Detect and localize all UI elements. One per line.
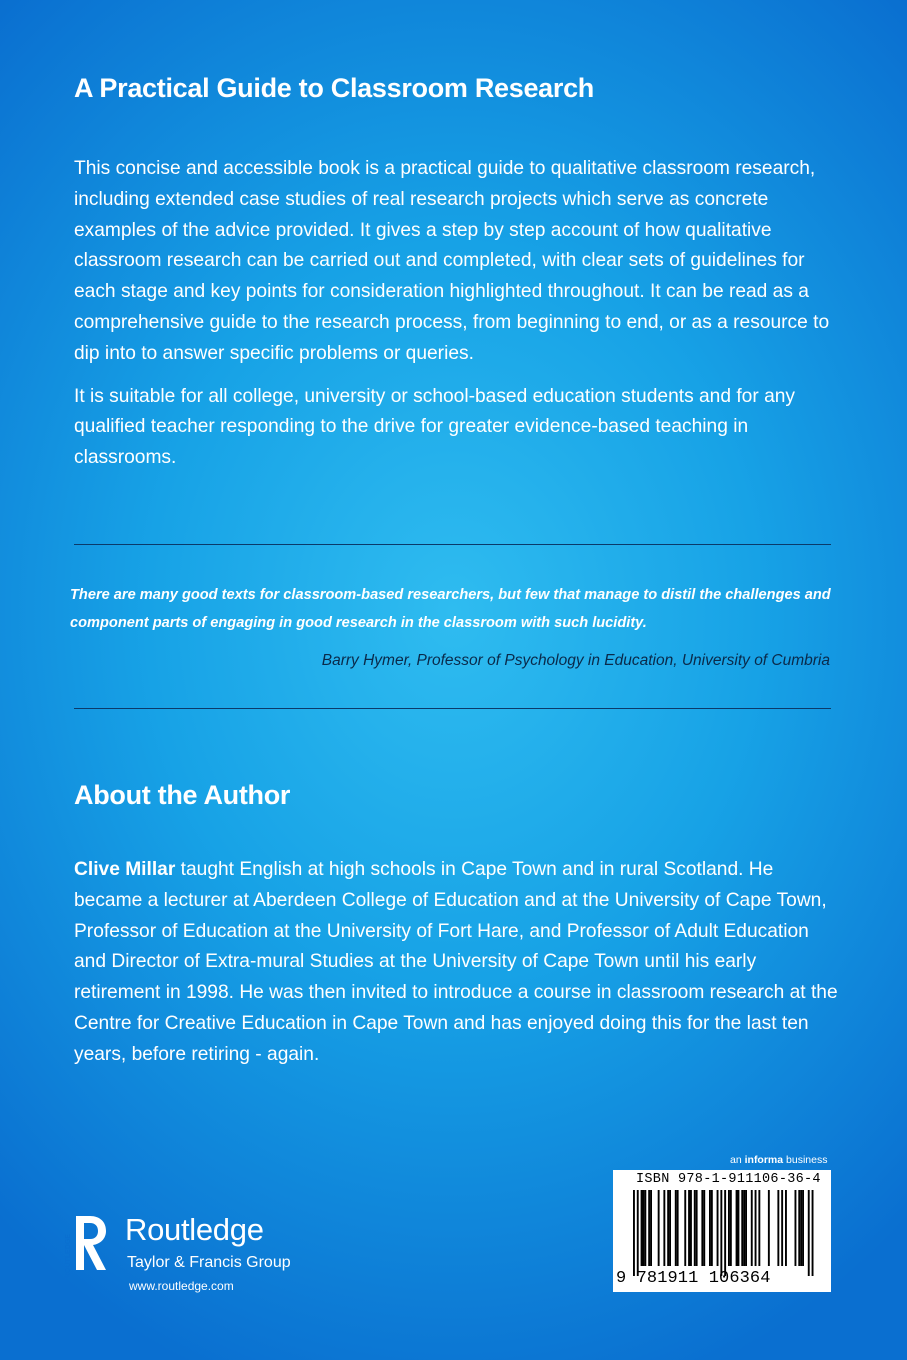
barcode-bar-13	[684, 1190, 686, 1266]
barcode-bar-20	[709, 1190, 711, 1266]
divider-bottom	[74, 708, 831, 709]
barcode-bar-37	[781, 1190, 783, 1266]
barcode-bar-9	[667, 1190, 669, 1266]
barcode-bar-1	[637, 1190, 639, 1276]
barcode-bar-2	[641, 1190, 643, 1266]
description	[74, 154, 844, 474]
barcode-bar-7	[658, 1190, 660, 1266]
barcode-bar-18	[701, 1190, 703, 1266]
barcode-bar-25	[728, 1190, 730, 1266]
barcode-bar-29	[741, 1190, 743, 1266]
barcode-bar-32	[751, 1190, 753, 1266]
tagline-prefix: an	[730, 1154, 745, 1166]
barcode-bar-31	[745, 1190, 747, 1266]
barcode-bar-15	[690, 1190, 692, 1266]
publisher-url: www.routledge.com	[129, 1279, 234, 1293]
barcode-bar-10	[669, 1190, 671, 1266]
informa-tagline	[730, 1154, 827, 1166]
author-bio-text: taught English at high schools in Cape Town and in rural Scotland. He became a lecturer at Aberdeen College of Education and at the University of Cape Town, Professor of Education at the University of Fort Hare, and Professor of Adult Education and Director of Extra-mural Studies at the University of Cape Town until his early retirement in 1998. He was then invited to introduce a course in classroom research at the Centre for Creative Education in Cape Town and has enjoyed doing this for the last ten years, before retiring - again.	[74, 859, 838, 1065]
barcode-bar-27	[736, 1190, 738, 1266]
barcode-bar-4	[644, 1190, 646, 1266]
barcode-bar-26	[730, 1190, 732, 1266]
endorsement-quote: There are many good texts for classroom-based researchers, but few that manage to distil the challenges and component parts of engaging in good research in the classroom with such lucidity.	[70, 587, 831, 631]
isbn-digits: 9 781911 106364	[616, 1269, 771, 1288]
barcode-bar-35	[768, 1190, 770, 1266]
author-name: Clive Millar	[74, 859, 176, 880]
tagline-suffix: business	[783, 1154, 828, 1166]
barcode-bar-43	[808, 1190, 810, 1276]
endorsement-attribution: Barry Hymer, Professor of Psychology in Education, University of Cumbria	[321, 652, 830, 669]
tagline-brand: informa	[744, 1154, 784, 1166]
description-paragraph-2: It is suitable for all college, university or school-based education students and for any qualified teacher responding to the drive for greater evidence-based teaching in classrooms.	[74, 385, 796, 469]
barcode-bar-44	[812, 1190, 814, 1276]
barcode-bar-33	[755, 1190, 757, 1266]
barcode-bar-23	[720, 1190, 722, 1276]
divider-top	[74, 544, 831, 545]
barcode-bar-16	[694, 1190, 696, 1266]
description-paragraph-1: This concise and accessible book is a practical guide to qualitative classroom research, including extended case studies of real research projects which serve as concrete examples of the advice provided. It gives a step by step account of how qualitative classroom research can be carried out and completed, with clear sets of guidelines for each stage and key points for consideration highlighted throughout. It can be read as a comprehensive guide to the research process, from beginning to end, or as a resource to dip into to answer specific problems or queries.	[74, 158, 830, 364]
barcode-bar-34	[758, 1190, 760, 1266]
barcode-bar-19	[703, 1190, 705, 1266]
barcode-bar-38	[785, 1190, 787, 1266]
barcode-bar-28	[738, 1190, 740, 1266]
book-title: A Practical Guide to Classroom Research	[74, 73, 594, 103]
barcode-bar-0	[633, 1190, 635, 1276]
barcode-bar-21	[711, 1190, 713, 1266]
barcode-bar-3	[643, 1190, 645, 1266]
barcode-bar-12	[677, 1190, 679, 1266]
barcode-bar-5	[648, 1190, 650, 1266]
barcode-bar-24	[724, 1190, 726, 1276]
barcode-bar-41	[800, 1190, 802, 1266]
isbn-label: ISBN 978-1-911106-36-4	[636, 1172, 821, 1187]
barcode-bar-42	[802, 1190, 804, 1266]
routledge-vertical-text: ROUTLEDGE	[65, 1234, 72, 1278]
routledge-logo-icon	[66, 1212, 110, 1282]
publisher-name: Routledge	[125, 1212, 264, 1247]
barcode-bar-8	[663, 1190, 665, 1266]
barcode-bar-6	[650, 1190, 652, 1266]
barcode-bar-40	[798, 1190, 800, 1266]
barcode-bar-22	[717, 1190, 719, 1266]
about-heading: About the Author	[74, 780, 291, 810]
barcode-bar-30	[743, 1190, 745, 1266]
isbn-barcode	[613, 1170, 831, 1292]
barcode-bar-36	[777, 1190, 779, 1266]
barcode-bar-11	[675, 1190, 677, 1266]
publisher-group: Taylor & Francis Group	[127, 1254, 291, 1271]
barcode-bar-17	[696, 1190, 698, 1266]
barcode-bar-39	[795, 1190, 797, 1266]
author-bio	[74, 855, 844, 1071]
barcode-bar-14	[688, 1190, 690, 1266]
